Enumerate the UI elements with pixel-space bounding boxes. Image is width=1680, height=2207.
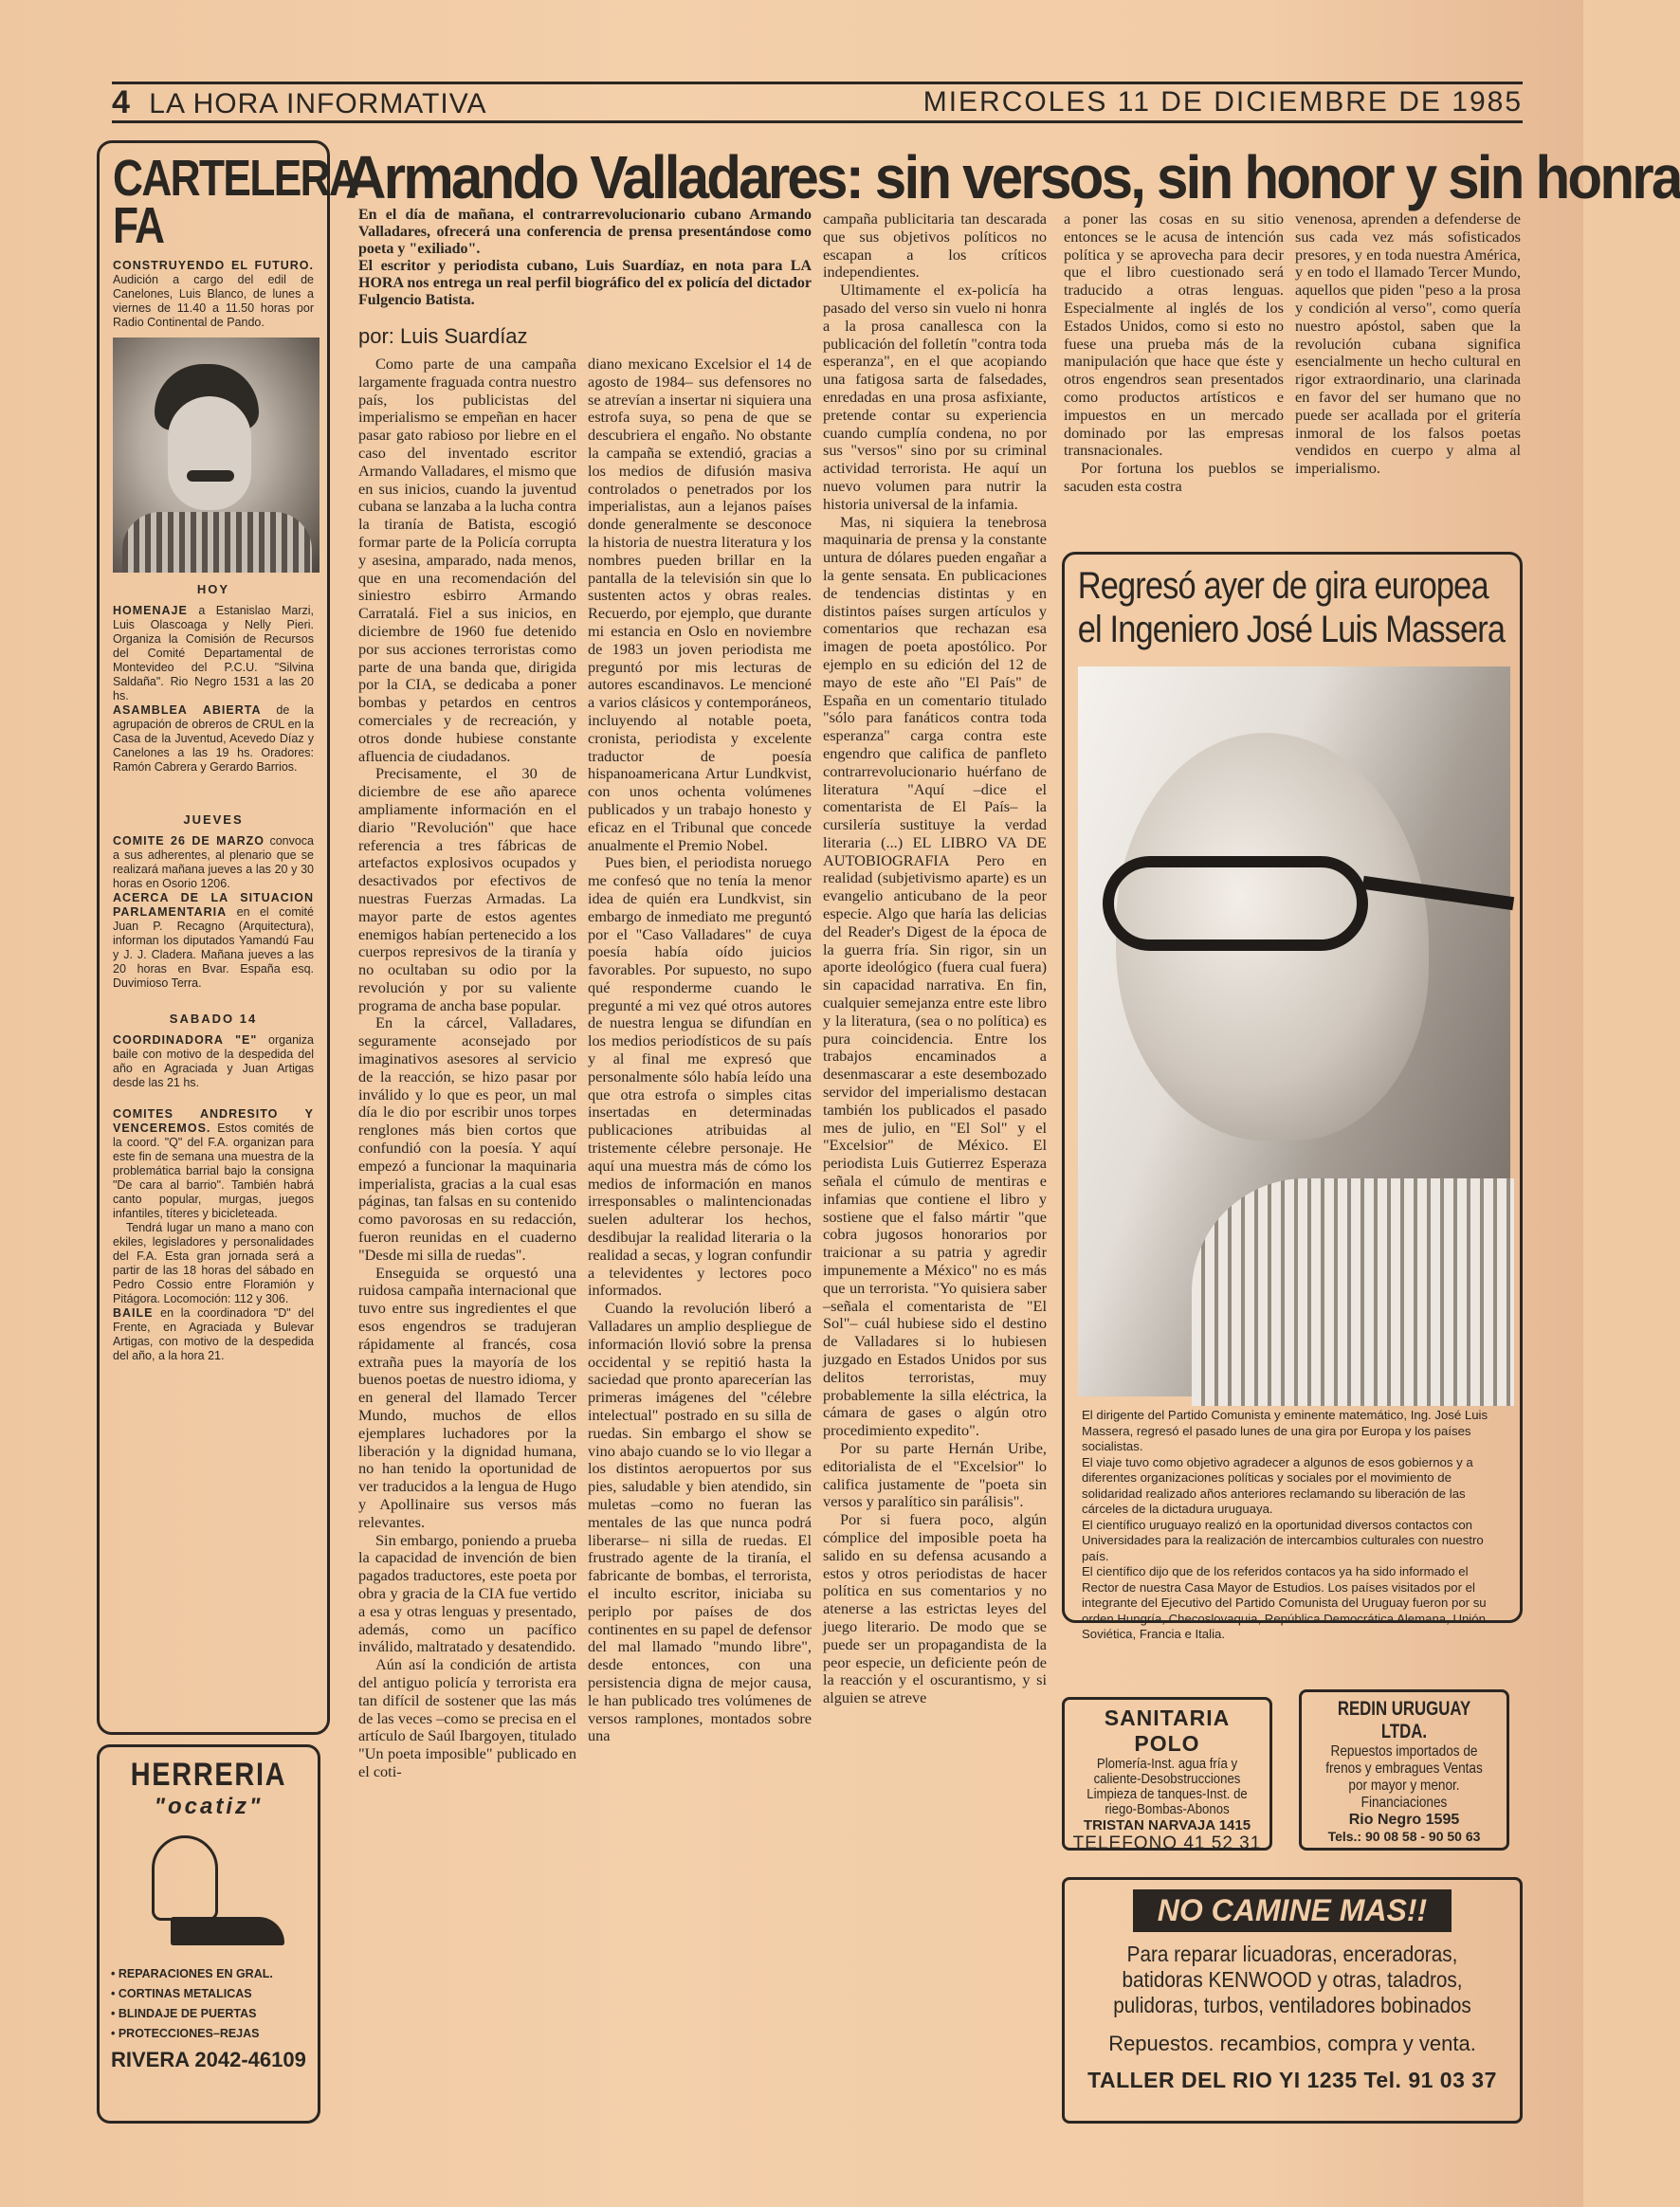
ad-phone: Tels.: 90 08 58 - 90 50 63 [1327, 1829, 1481, 1844]
cartelera-item: CONSTRUYENDO EL FUTURO. Audición a cargo del edil de Canelones, Luis Blanco, de lunes a viernes de 11.40 a 11.50 horas por Radio Continental de Pando. [113, 259, 314, 329]
massera-box [1062, 552, 1523, 1641]
cartelera-item: COORDINADORA "E" organiza baile con motivo de la despedida del año en Agraciada y Juan Artigas desde las 21 hs. [113, 1033, 314, 1089]
article-column-4: a poner las cosas en su sitio entonces se le acusa de intención política y se aprovecha para decir que el libro cuestionado será traducido a otras lenguas. Especialmente al inglés de los Estados Unidos, como si esto no fuese una prueba más de la manipulación que hace que éste y otros engendros sean presentados como productos artísticos e impuestos en un mercado dominado por las empresas transnacionales. Por fortuna los pueblos se sacuden esta costra [1064, 210, 1284, 495]
article-headline: Armando Valladares: sin versos, sin honor y sin honra [345, 143, 1680, 211]
redin-uruguay-ad [1299, 1689, 1509, 1851]
ad-subline: Repuestos. recambios, compra y venta. [1108, 2032, 1476, 2055]
service-item: • REPARACIONES EN GRAL. [111, 1967, 273, 1980]
ad-address: TRISTAN NARVAJA 1415 [1083, 1817, 1251, 1833]
cartelera-item: HOMENAJE a Estanislao Marzi, Luis Olascoaga y Nelly Pieri. Organiza la Comisión de Recursos del Comité Departamental de Montevideo del P.C.U. "Silvina Saldaña". Rio Negro 1531 a las 20 hs. [113, 604, 314, 702]
article-column-2: diano mexicano Excelsior el 14 de agosto de 1984– sus defensores no se atrevían a insertar ni siquiera una estrofa suya, so pena de que se descubriera el engaño. No obstante la campaña se extendió, gracias a los medios de difusión masiva controlados o penetrados por los imperialistas, aun a lejanos países donde generalmente se desconoce la historia de nuestra literatura y los nombres pueden brillar en la pantalla de la televisión sin que lo sustenten actos y obras reales. Recuerdo, por ejemplo, que durante mi estancia en Oslo en noviembre de 1983 un joven periodista me preguntó por mis lecturas de autores escandinavos. Le mencioné a varios clásicos y contemporáneos, incluyendo al notable poeta, cronista, periodista y excelente traductor de poesía hispanoamericana Artur Lundkvist, con unos ochenta volúmenes publicados y un trabajo honesto y eficaz en el Tribunal que concede anualmente el Premio Nobel. Pues bien, el periodista noruego me confesó que no tenía la menor idea de quién era Lundkvist, sin embargo de inmediato me preguntó por el "Caso Valladares" de cuya poesía había oído juicios favorables. Por supuesto, no supo qué responderme cuando le pregunté a mi vez qué otros autores de nuestra lengua se difundían en los medios periodísticos de su país y al final me expresó que personalmente sólo había leído una que otra estrofa o simples citas insertadas en determinadas publicaciones atribuidas al tristemente célebre personaje. He aquí una muestra más de cómo los medios de información en manos irresponsables o malintencionadas suelen adulterar los hechos, desdibujar la realidad literaria o la realidad a secas, y logran confundir a televidentes y lectores poco informados. Cuando la revolución liberó a Valladares un amplio despliegue de información llovió sobre la prensa occidental y se repitió hasta la saciedad que pronto aparecerían las primeras imágenes del "célebre intelectual" postrado en su silla de ruedas. Sin embargo el show se vino abajo cuando se lo vio llegar a los distintos aeropuertos por sus pies, saludable y bien atendido, sin muletas –como no fueran las mentales de las que nunca podrá liberarse– ni silla de ruedas. El frustrado agente de la tiranía, el fabricante de bombas, el terrorista, el inculto escritor, iniciaba su periplo por países de dos continentes en su papel de defensor del mal llamado "mundo libre", desde entonces, con una persistencia digna de mejor causa, le han publicado tres volúmenes de versos ramplones, montados sobre una [588, 355, 812, 1745]
massera-photo [1078, 666, 1510, 1396]
article-byline: por: Luis Suardíaz [358, 324, 528, 348]
massera-caption: El dirigente del Partido Comunista y eminente matemático, Ing. José Luis Massera, regresó el pasado lunes de una gira por Europa y los países socialistas. El viaje tuvo como objetivo agradecer a algunos de esos gobiernos y a diferentes organizaciones políticas y sociales por el movimiento de solidaridad realizado años anteriores reclamando su liberación de las cárceles de la dictadura uruguaya. El científico uruguayo realizó en la oportunidad diversos contactos con Universidades para la realización de intercambios culturales con nuestro país. El científico dijo que de los referidos contacos ya ha sido informado el Rector de nuestra Casa Mayor de Estudios. Los países visitados por el integrante del Ejecutivo del Partido Comunista del Uruguay fueron por su orden Hungría, Checoslovaquia, República Democrática Alemana, Unión Soviética, Francia e Italia. [1082, 1408, 1488, 1641]
ad-body: Para reparar licuadoras, enceradoras, batidoras KENWOOD y otras, taladros, pulidoras, turbos, ventiladores bobinados [1113, 1942, 1471, 2017]
blacksmith-illustration [114, 1826, 303, 1959]
sanitaria-polo-ad [1062, 1697, 1272, 1851]
ad-address: Rio Negro 1595 [1348, 1812, 1460, 1828]
service-item: • PROTECCIONES–REJAS [111, 2027, 260, 2040]
section-hoy: HOY [196, 582, 230, 596]
page-number: 4 [112, 83, 131, 120]
cartelera-item: BAILE en la coordinadora "D" del Frente, en Agraciada y Bulevar Artigas, con motivo de la despedida del año, a la hora 21. [113, 1306, 314, 1362]
cartelera-title-fa: FA [113, 197, 164, 254]
service-item: • CORTINAS METALICAS [111, 1987, 252, 2000]
cartelera-item: ASAMBLEA ABIERTA de la agrupación de obreros de CRUL en la Casa de la Juventud, Acevedo Díaz y Canelones a las 19 hs. Oradores: Ramón Cabrera y Gerardo Barrios. [113, 703, 314, 774]
article-column-1: Como parte de una campaña largamente fraguada contra nuestro país, los publicistas del imperialismo se empeñan en hacer pasar gato rabioso por liebre en el caso del inventado escritor Armando Valladares, el mismo que en sus inicios, cuando la juventud cubana se lanzaba a la lucha contra la tiranía de Batista, escogió formar parte de la Policía corrupta y asesina, amparado, nada menos, que en una recomendación del siniestro esbirro Armando Carratalá. Fiel a sus inicios, en diciembre de 1960 fue detenido por sus acciones terroristas como parte de una banda que, dirigida por la CIA, se dedicaba a poner bombas y petardos en centros comerciales y de recreación, y otros donde hubiese constante afluencia de ciudadanos. Precisamente, el 30 de diciembre de ese año aparece ampliamente información en el diario "Revolución" que hace referencia a tres fábricas de artefactos explosivos ocupados y desactivados por efectivos de nuestras Fuerzas Armadas. La mayor parte de estos agentes enemigos habían pertenecido a los cuerpos represivos de la tiranía y no ocultaban su odio por la revolución y por su valiente programa de ancha base popular. En la cárcel, Valladares, seguramente aconsejado por imaginativos asesores al servicio de la reacción, se hizo pasar por inválido y lo que es peor, un mal día le dio por escribir unos torpes renglones más bien cortos que confundió con la poesía. Y aquí empezó a funcionar la maquinaria imperialista, gracias a la cual esas páginas, tan falsas en su contenido como pavorosas en su redacción, fueron reunidas en el cuaderno "Desde mi silla de ruedas". Enseguida se orquestó una ruidosa campaña internacional que tuvo entre sus ingredientes el que esos engendros se tradujeran rápidamente al francés, cosa extraña pues la mayoría de los buenos poetas de nuestro idioma, y en general del llamado Tercer Mundo, muchos de ellos ejemplares luchadores por la liberación y la dignidad humana, no han tenido la oportunidad de ver traducidos a la lengua de Hugo y Apollinaire sus versos más relevantes. Sin embargo, poniendo a prueba la capacidad de invención de bien pagados traductores, este poeta por obra y gracia de la CIA fue vertido a esa y otras lenguas y presentado, además, como un pacífico inválido, maltratado y desatendido. Aún así la condición de artista del antiguo policía y terrorista era tan difícil de sostener que las más de las veces –como se precisa en el artículo de Saúl Ibargoyen, titulado "Un poeta imposible" publicado en el coti- [358, 355, 576, 1780]
article-lede: En el día de mañana, el contrarrevolucionario cubano Armando Valladares, ofrecerá una conferencia de prensa presentándose como poeta y "exiliado". El escritor y periodista cubano, Luis Suardíaz, en nota para LA HORA nos entrega un real perfil biográfico del ex policía del dictador Fulgencio Batista. [358, 207, 812, 308]
section-sabado: SABADO 14 [169, 1012, 258, 1026]
herreria-address: RIVERA 2042-46109 [111, 2048, 306, 2071]
massera-title: Regresó ayer de gira europea el Ingeniero José Luis Massera [1077, 565, 1506, 650]
masthead [112, 84, 487, 121]
cartelera-item: COMITE 26 DE MARZO convoca a sus adherentes, al plenario que se realizará mañana jueves a las 20 y 30 horas en Osorio 1206. [113, 834, 314, 890]
paper-name: LA HORA INFORMATIVA [149, 87, 487, 119]
cartelera-box [97, 140, 358, 1735]
portrait-photo [113, 337, 320, 573]
page-header [112, 82, 1523, 123]
herreria-services [111, 1964, 306, 2044]
ad-address: TALLER DEL RIO YI 1235 Tel. 91 03 37 [1087, 2068, 1497, 2092]
ad-body: Repuestos importados de frenos y embragues Ventas por mayor y menor. Financiaciones [1325, 1743, 1483, 1811]
cartelera-item: COMITES ANDRESITO Y VENCEREMOS. Estos comités de la coord. "Q" del F.A. organizan para este fin de semana una muestra de la problemática barrial bajo la consigna "De cara al barrio". También habrá canto popular, murgas, juegos infantiles, títeres y bicicleteada. [113, 1107, 314, 1220]
ad-phone: TELEFONO 41 52 31 [1072, 1833, 1262, 1853]
service-item: • BLINDAJE DE PUERTAS [111, 2007, 257, 2020]
herreria-title: HERRERIA [130, 1757, 287, 1793]
ad-body: Plomería-Inst. agua fría y caliente-Desobstrucciones Limpieza de tanques-Inst. de riego-Bombas-Abonos [1087, 1756, 1248, 1817]
article-column-3: campaña publicitaria tan descarada que sus objetivos políticos no escapan a los críticos independientes. Ultimamente el ex-policía ha pasado del verso sin vuelo ni honra a la prosa canallesca con la publicación del folletín "contra toda esperanza", en el que acopiando una fatigosa sarta de falsedades, enredadas en una prosa asfixiante, pretende contar su experiencia cuando cumplía condena, no por sus "versos" sino por su criminal actividad terrorista. He aquí un nuevo volumen para nutrir la historia universal de la infamia. Mas, ni siquiera la tenebrosa maquinaria de prensa y la constante untura de dólares pueden engañar a la gente sensata. En publicaciones de tendencias distintas y en distintos países surgen artículos y comentarios que rechazan esa imagen de poeta apostólico. Por ejemplo en su edición del 12 de mayo de este año "El País" de España en un comentario titulado "sólo para fanáticos contra toda esperanza" carga contra este engendro que califica de panfleto contrarrevolucionario huérfano de literatura "Aquí –dice el comentarista de El País– la cursilería sustituye la verdad literaria (...) EL LIBRO VA DE AUTOBIOGRAFIA Pero en realidad (subjetivismo aparte) es un evangelio anticubano de la peor especie. Algo que haría las delicias del Reader's Digest de la época de la guerra fría. Sin rigor, sin un aporte ideológico (fuera cual fuera) sin capacidad narrativa. En fin, cualquier semejanza entre este libro y la literatura, (sea o no política) es pura coincidencia. Entre los trabajos encaminados a desenmascarar a este desembozado servidor del imperialismo destacan también los publicados el pasado mes de julio, en "El Sol" y el "Excelsior" de México. El periodista Luis Gutierrez Esperaza señala el cúmulo de mentiras e infamias que contiene el libro y sostiene que el falso mártir "que cobra jugosos honorarios por traicionar a su patria y agredir impunemente a México" no es más que un terrorista. "Yo quisiera saber –señala el comentarista de "El Sol"– cuál hubiese sido el destino de Valladares si lo hubiesen juzgado en Estados Unidos por sus delitos terroristas, muy probablemente la silla eléctrica, la cámara de gases o algún otro procedimiento expedito". Por su parte Hernán Uribe, editorialista de el "Excelsior" lo califica justamente de "poeta sin versos y paralítico sin parálisis". Por si fuera poco, algún cómplice del imposible poeta ha salido en su defensa acusando a estos y otros periodistas de hacer política en sus comentarios y no atenerse a las estrictas leyes del juego literario. De modo que se puede ser un propagandista de la peor especie, un deficiente peón de la reacción y el oscurantismo, y si alguien se atreve [823, 210, 1047, 1707]
ad-title: REDIN URUGUAY LTDA. [1337, 1698, 1471, 1742]
cartelera-item: ACERCA DE LA SITUACION PARLAMENTARIA en el comité Juan P. Recagno (Arquitectura), informan los diputados Yamandú Fau y J. J. Cladera. Mañana jueves a las 20 horas en Bvar. España esq. Duvimioso Terra. [113, 891, 314, 990]
ad-title: SANITARIA POLO [1104, 1705, 1231, 1756]
cartelera-item: Tendrá lugar un mano a mano con ekiles, legisladores y personalidades del F.A. Esta gran jornada será a partir de las 18 horas del sábado en Pedro Cossio entre Floramión y Pitágora. Locomoción: 112 y 306. [113, 1221, 314, 1305]
no-camine-mas-ad [1062, 1877, 1523, 2124]
issue-date: MIERCOLES 11 DE DICIEMBRE DE 1985 [922, 86, 1523, 118]
section-jueves: JUEVES [183, 812, 244, 827]
herreria-ad [97, 1744, 320, 2124]
ad-title: NO CAMINE MAS!! [1133, 1889, 1452, 1932]
cartelera-title: CARTELERA [113, 150, 358, 207]
herreria-name: "ocatiz" [154, 1794, 264, 1819]
article-column-5: venenosa, aprenden a defenderse de sus cada vez más sofisticados presores, y en toda nuestra América, y en todo el llamado Tercer Mundo, aquellos que piden "peso a la prosa y condición al verso", como quería nuestro apóstol, saben que la revolución cubana significa esencialmente un hecho cultural en rigor extraordinario, una clarinada en favor del ser humano que no puede ser acallada por el gritería inmoral de los falsos poetas vendidos en cuerpo y alma al imperialismo. [1295, 210, 1521, 478]
